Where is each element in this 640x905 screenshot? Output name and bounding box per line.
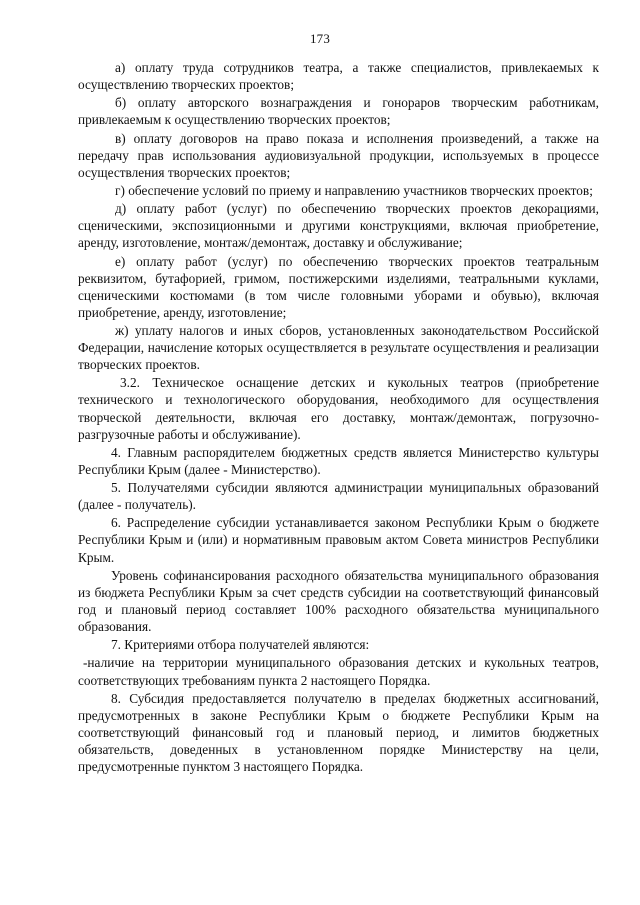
paragraph-5: 5. Получателями субсидии являются администрации муниципальных образований (далее - получатель). [78, 480, 599, 513]
paragraph-8: 8. Субсидия предоставляется получателю в пределах бюджетных ассигнований, предусмотренных в законе Республики Крым о бюджете Республики Крым на соответствующий финансовый год и плановый период, и лимитов бюджетных обязательств, доведенных в установленном порядке Министерству на цели, предусмотренные пунктом 3 настоящего Порядка. [78, 690, 599, 775]
paragraph-item-e: е) оплату работ (услуг) по обеспечению творческих проектов театральным реквизитом, бутафорией, гримом, постижерскими изделиями, театральными куклами, сценическими костюмами (в том числе головными уборами и обувью), включая приобретение, аренду, изготовление; [78, 253, 599, 320]
paragraph-item-b: б) оплату авторского вознаграждения и гонораров творческим работникам, привлекаемым к осуществлению творческих проектов; [78, 95, 599, 128]
paragraph-7: 7. Критериями отбора получателей являются: [111, 637, 370, 653]
paragraph-4: 4. Главным распорядителем бюджетных средств является Министерство культуры Республики Крым (далее - Министерство). [78, 444, 599, 477]
page-number: 173 [309, 31, 331, 46]
paragraph-6: 6. Распределение субсидии устанавливается законом Республики Крым о бюджете Республики Крым и (или) и нормативным правовым актом Совета министров Республики Крым. [78, 515, 599, 565]
paragraph-7-criterion: -наличие на территории муниципального образования детских и кукольных театров, соответствующих требованиям пункта 2 настоящего Порядка. [78, 655, 599, 688]
paragraph-item-g: г) обеспечение условий по приему и направлению участников творческих проектов; [115, 182, 593, 198]
paragraph-item-v: в) оплату договоров на право показа и исполнения произведений, а также на передачу прав использования аудиовизуальной продукции, используемых в процессе осуществления творческих проектов; [78, 130, 599, 180]
document-body [78, 59, 599, 776]
paragraph-item-d: д) оплату работ (услуг) по обеспечению творческих проектов декорациями, сценическими, экспозиционными и другими конструкциями, включая приобретение, аренду, изготовление, монтаж/демонтаж, доставку и обслуживание; [78, 201, 599, 251]
paragraph-cofinancing: Уровень софинансирования расходного обязательства муниципального образования из бюджета Республики Крым за счет средств субсидии на соответствующий финансовый год и плановый период составляет 100% расходного обязательства муниципального образования. [78, 567, 599, 635]
paragraph-item-a: а) оплату труда сотрудников театра, а также специалистов, привлекаемых к осуществлению творческих проектов; [78, 60, 599, 93]
paragraph-item-zh: ж) уплату налогов и иных сборов, установленных законодательством Российской Федерации, начисление которых осуществляется в результате осуществления и реализации творческих проектов. [78, 322, 599, 373]
paragraph-3-2: 3.2. Техническое оснащение детских и кукольных театров (приобретение технического и технологического оборудования, необходимого для осуществления творческой деятельности, включая его доставку, монтаж/демонтаж, погрузочно-разгрузочные работы и обслуживание). [78, 375, 599, 442]
